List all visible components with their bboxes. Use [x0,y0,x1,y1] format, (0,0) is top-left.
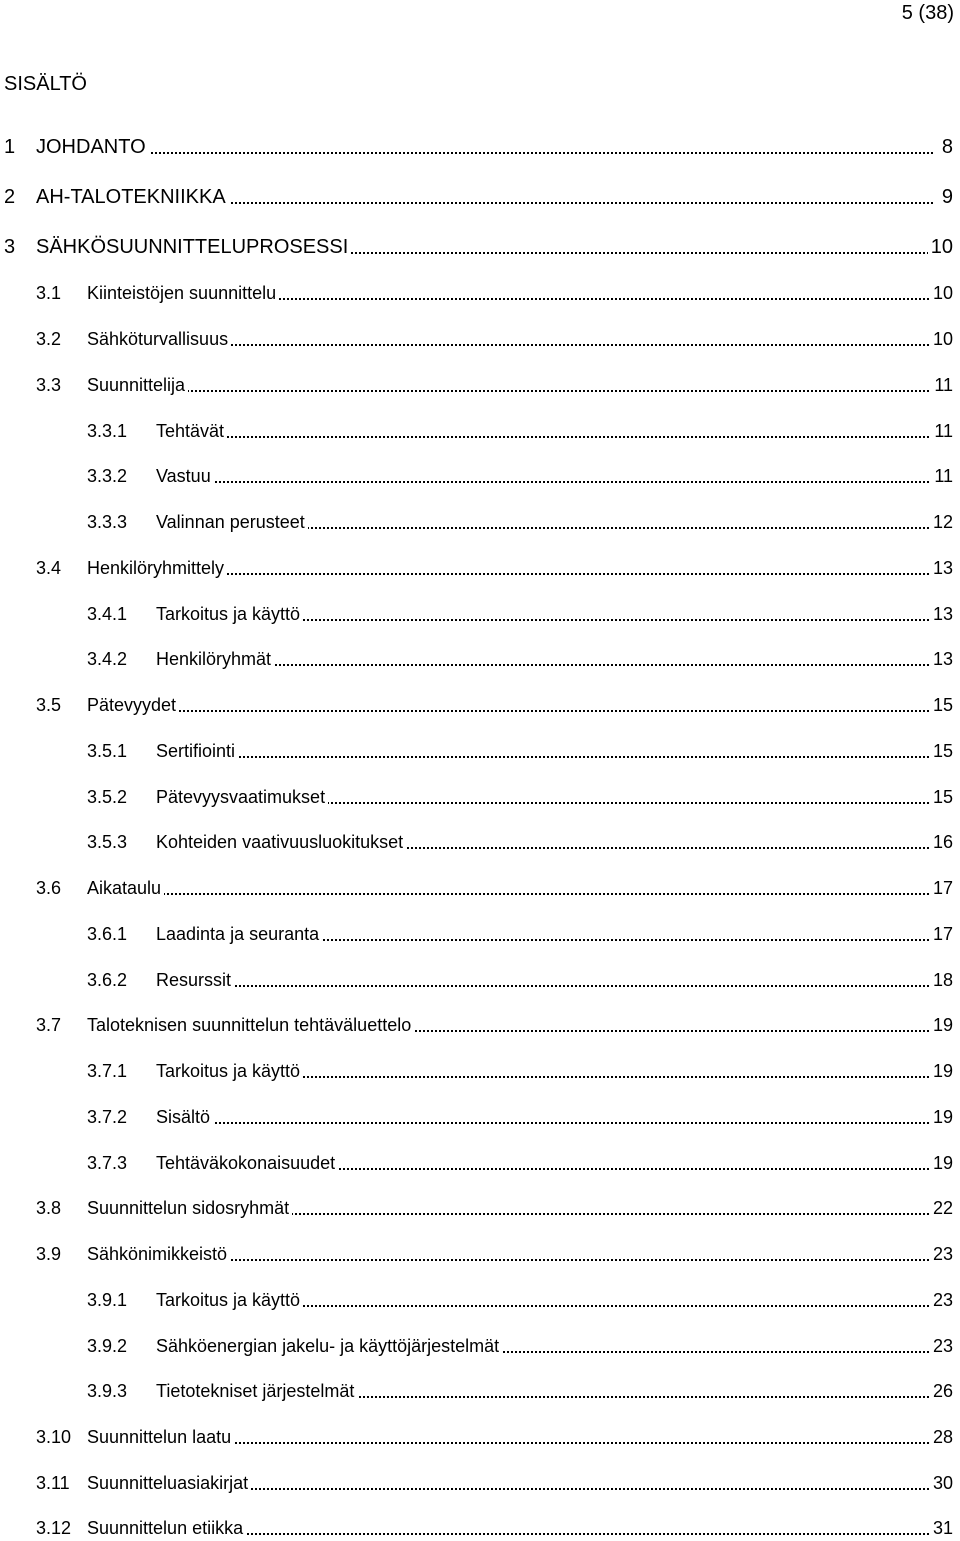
toc-heading: SISÄLTÖ [4,73,87,95]
toc-entry-number: 3.5.3 [87,832,128,852]
toc-entry-title: Valinnan perusteet [156,509,308,535]
toc-entry-leader-dots [36,152,933,154]
toc-entry-number: 3.12 [36,1518,72,1538]
toc-entry-page-number: 13 [930,601,953,627]
toc-entry-number: 3 [4,236,16,258]
toc-entry-number: 2 [4,186,16,208]
toc-entry[interactable] [0,1333,960,1359]
toc-entry-page-number: 11 [931,418,953,444]
toc-entry-page-number: 26 [930,1378,953,1404]
toc-entry[interactable] [0,184,960,210]
toc-entry[interactable] [0,234,960,260]
toc-entry-number: 3.3.3 [87,512,128,532]
toc-entry-number: 3.6.2 [87,970,128,990]
toc-entry-number: 3.5 [36,695,62,715]
toc-entry-title: Sertifiointi [156,738,238,764]
toc-entry-title: Tehtävät [156,418,227,444]
toc-entry-page-number: 22 [930,1195,953,1221]
toc-entry[interactable] [0,1150,960,1176]
toc-entry-leader-dots [87,710,933,712]
toc-entry-page-number: 30 [930,1470,953,1496]
toc-entry-leader-dots [156,1122,933,1124]
toc-entry-title: Henkilöryhmittely [87,555,227,581]
toc-entry-page-number: 8 [939,134,953,160]
toc-entry-title: Tehtäväkokonaisuudet [156,1150,338,1176]
toc-entry[interactable] [0,1195,960,1221]
toc-entry-title: Tarkoitus ja käyttö [156,601,303,627]
toc-entry[interactable] [0,784,960,810]
toc-entry-page-number: 18 [930,967,953,993]
toc-entry-number: 3.3.1 [87,421,128,441]
toc-entry-title: JOHDANTO [36,134,149,160]
toc-entry-number: 3.4 [36,558,62,578]
toc-entry-title: Sähkönimikkeistö [87,1241,230,1267]
toc-entry-page-number: 23 [930,1241,953,1267]
toc-entry-number: 3.7.1 [87,1061,128,1081]
toc-entry-title: Laadinta ja seuranta [156,921,322,947]
toc-entry-page-number: 15 [930,692,953,718]
toc-entry[interactable] [0,692,960,718]
toc-entry-page-number: 17 [930,875,953,901]
toc-entry-title: Resurssit [156,967,234,993]
toc-entry-title: Tarkoitus ja käyttö [156,1058,303,1084]
toc-entry-number: 3.9.1 [87,1290,128,1310]
toc-entry[interactable] [0,601,960,627]
toc-entry-page-number: 13 [930,555,953,581]
page-number: 5 (38) [901,2,954,24]
toc-entry[interactable] [0,134,960,160]
toc-entry-leader-dots [156,756,933,758]
toc-entry[interactable] [0,921,960,947]
toc-entry-number: 3.1 [36,283,62,303]
toc-entry-title: Suunnitteluasiakirjat [87,1470,251,1496]
toc-entry-title: Tietotekniset järjestelmät [156,1378,357,1404]
toc-entry-title: Aikataulu [87,875,164,901]
toc-entry[interactable] [0,646,960,672]
toc-entry[interactable] [0,1287,960,1313]
toc-entry[interactable] [0,1378,960,1404]
toc-entry-number: 3.7.2 [87,1107,128,1127]
toc-entry[interactable] [0,967,960,993]
toc-entry-number: 3.5.2 [87,787,128,807]
toc-entry-page-number: 17 [930,921,953,947]
toc-entry-page-number: 19 [930,1104,953,1130]
toc-entry-title: Suunnittelun etiikka [87,1515,246,1541]
toc-entry-page-number: 16 [930,829,953,855]
toc-entry-title: Kiinteistöjen suunnittelu [87,280,279,306]
toc-entry[interactable] [0,1241,960,1267]
toc-entry-number: 3.7 [36,1015,62,1035]
toc-entry[interactable] [0,326,960,352]
toc-entry[interactable] [0,1104,960,1130]
toc-entry-page-number: 19 [930,1012,953,1038]
toc-entry[interactable] [0,1012,960,1038]
toc-entry-leader-dots [87,390,933,392]
toc-entry-number: 3.4.1 [87,604,128,624]
toc-entry-number: 3.2 [36,329,62,349]
toc-entry[interactable] [0,418,960,444]
toc-entry-title: Pätevyysvaatimukset [156,784,328,810]
toc-entry[interactable] [0,1058,960,1084]
toc-entry-title: Taloteknisen suunnittelun tehtäväluettelo [87,1012,414,1038]
toc-entry[interactable] [0,280,960,306]
toc-entry-number: 3.8 [36,1198,62,1218]
toc-entry-number: 3.3.2 [87,466,128,486]
toc-entry-title: SÄHKÖSUUNNITTELUPROSESSI [36,234,351,260]
toc-entry-number: 3.10 [36,1427,72,1447]
toc-entry[interactable] [0,1515,960,1541]
toc-entry-number: 3.6 [36,878,62,898]
toc-entry-number: 3.9 [36,1244,62,1264]
toc-entry[interactable] [0,875,960,901]
toc-entry-leader-dots [87,893,933,895]
toc-entry[interactable] [0,509,960,535]
toc-entry-page-number: 31 [930,1515,953,1541]
toc-entry-number: 3.7.3 [87,1153,128,1173]
toc-entry-page-number: 19 [930,1058,953,1084]
toc-entry-page-number: 11 [931,372,953,398]
toc-entry-page-number: 23 [930,1287,953,1313]
toc-entry-page-number: 9 [939,184,953,210]
toc-entry-leader-dots [156,481,933,483]
toc-entry-page-number: 10 [930,326,953,352]
toc-entry-number: 3.11 [36,1473,70,1493]
toc-entry[interactable] [0,829,960,855]
toc-entry[interactable] [0,372,960,398]
toc-entry-title: Pätevyydet [87,692,179,718]
toc-entry-title: Tarkoitus ja käyttö [156,1287,303,1313]
toc-entry[interactable] [0,555,960,581]
toc-entry-title: Suunnittelija [87,372,188,398]
toc-entry-page-number: 15 [930,784,953,810]
toc-entry[interactable] [0,463,960,489]
toc-entry-page-number: 10 [930,280,953,306]
toc-entry-number: 3.3 [36,375,62,395]
toc-entry-number: 3.6.1 [87,924,128,944]
toc-entry-number: 3.9.2 [87,1336,128,1356]
toc-entry-page-number: 19 [930,1150,953,1176]
toc-entry-number: 3.4.2 [87,649,128,669]
toc-entry-leader-dots [156,985,933,987]
toc-entry-number: 1 [4,136,16,158]
toc-entry-title: AH-TALOTEKNIIKKA [36,184,229,210]
toc-entry-page-number: 28 [930,1424,953,1450]
toc-entry[interactable] [0,1424,960,1450]
toc-entry-page-number: 13 [930,646,953,672]
toc-entry-leader-dots [156,436,933,438]
toc-entry-title: Vastuu [156,463,214,489]
toc-entry[interactable] [0,738,960,764]
toc-entry[interactable] [0,1470,960,1496]
toc-entry-title: Sähköturvallisuus [87,326,231,352]
toc-entry-number: 3.9.3 [87,1381,128,1401]
toc-entry-page-number: 11 [931,463,953,489]
toc-entry-page-number: 12 [930,509,953,535]
toc-entry-title: Suunnittelun sidosryhmät [87,1195,292,1221]
toc-entry-title: Kohteiden vaativuusluokitukset [156,829,406,855]
toc-entry-title: Suunnittelun laatu [87,1424,234,1450]
toc-entry-page-number: 10 [928,234,953,260]
toc-entry-title: Henkilöryhmät [156,646,274,672]
toc-entry-title: Sähköenergian jakelu- ja käyttöjärjestelmät [156,1333,502,1359]
toc-entry-title: Sisältö [156,1104,213,1130]
toc-entry-page-number: 15 [930,738,953,764]
toc-entry-number: 3.5.1 [87,741,128,761]
toc-entry-page-number: 23 [930,1333,953,1359]
